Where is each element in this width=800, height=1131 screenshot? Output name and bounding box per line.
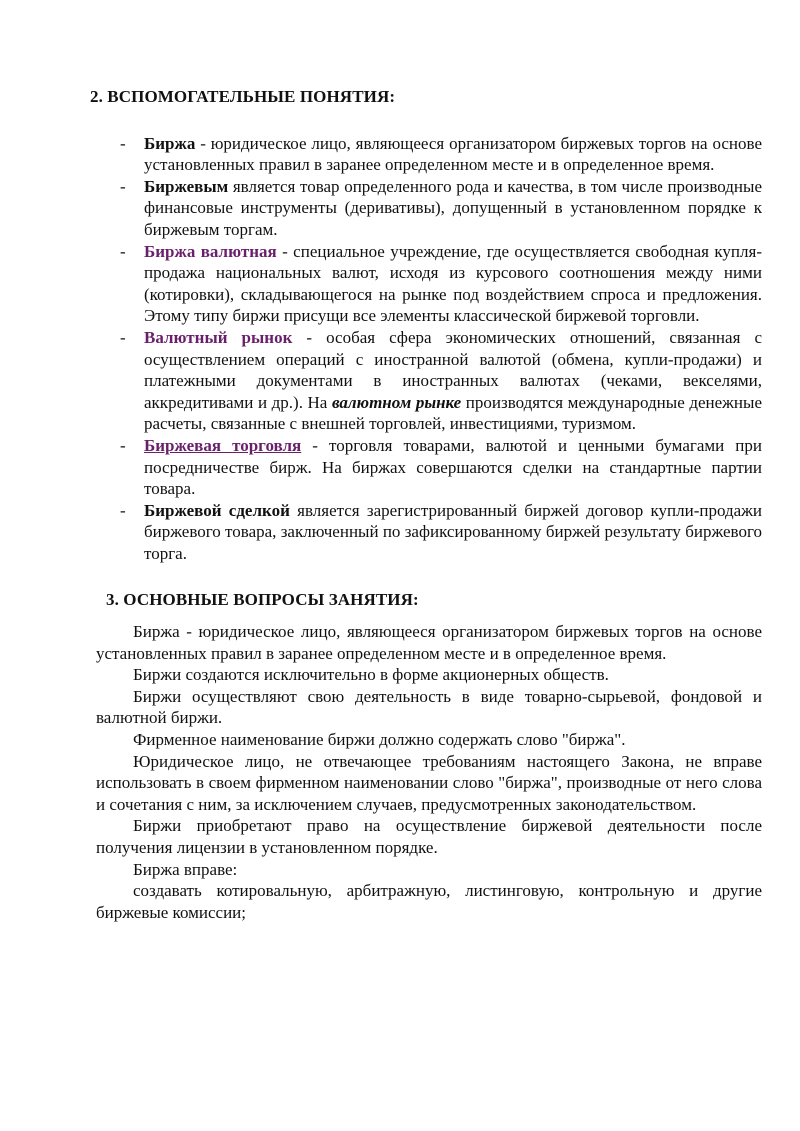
list-item	[96, 133, 762, 176]
term-birzhevoy-sdelkoy: Биржевой сделкой	[144, 500, 290, 520]
list-dash: -	[120, 327, 126, 347]
document-content	[90, 86, 762, 923]
section-3-title: 3. ОСНОВНЫЕ ВОПРОСЫ ЗАНЯТИЯ:	[106, 590, 419, 610]
term-birzha: Биржа	[144, 133, 196, 153]
list-dash: -	[120, 176, 126, 196]
emphasis-text: валютном рынке	[331, 392, 462, 412]
paragraph: Фирменное наименование биржи должно содержать слово "биржа".	[133, 730, 626, 750]
definition-text: - специальное учреждение, где осуществляется свободная купля-продажа национальных валют, исходя из курсового соотношения между ними (котировки), складывающегося на рынке под воздействием спроса и предложения. Этому типу биржи присущи все элементы классической биржевой торговли.	[144, 241, 762, 326]
list-item	[96, 435, 762, 500]
term-valyutny-rynok: Валютный рынок	[144, 327, 293, 347]
paragraph: Биржа вправе:	[133, 859, 238, 879]
paragraph: Биржи приобретают право на осуществление биржевой деятельности после получения лицензии в установленном порядке.	[96, 816, 762, 857]
list-item	[96, 241, 762, 327]
definition-text: является товар определенного рода и качества, в том числе производные финансовые инструменты (деривативы), допущенный в установленном порядке к биржевым торгам.	[144, 176, 762, 239]
term-birzhevaya-torgovlya: Биржевая торговля	[144, 435, 302, 455]
paragraph: Юридическое лицо, не отвечающее требованиям настоящего Закона, не вправе использовать в своем фирменном наименовании слово "биржа", производные от него слова и сочетания с ним, за исключением случаев, предусмотренных законодательством.	[96, 751, 762, 814]
list-dash: -	[120, 133, 126, 153]
definition-text: - особая сфера экономических отношений, связанная с осуществлением операций с иностранной валютой (обмена, купли-продажи) и платежными документами в иностранных валютах (чеками, векселями, аккредитивами и др.). На	[144, 327, 762, 412]
definition-text: - юридическое лицо, являющееся организатором биржевых торгов на основе установленных правил в заранее определенном месте и в определенное время.	[144, 133, 762, 175]
list-dash: -	[120, 435, 126, 455]
list-item	[96, 327, 762, 435]
paragraph: Биржи осуществляют свою деятельность в виде товарно-сырьевой, фондовой и валютной биржи.	[96, 686, 762, 728]
paragraph: Биржи создаются исключительно в форме акционерных обществ.	[133, 665, 609, 685]
list-dash: -	[120, 500, 126, 520]
definition-text: является зарегистрированный биржей договор купли-продажи биржевого товара, заключенный по зафиксированному биржей результату биржевого торга.	[144, 500, 762, 563]
section-2-title: 2. ВСПОМОГАТЕЛЬНЫЕ ПОНЯТИЯ:	[90, 87, 396, 106]
definitions-list	[96, 133, 762, 565]
list-dash: -	[120, 241, 126, 261]
definition-text: - торговля товарами, валютой и ценными бумагами при посредничестве бирж. На биржах совершаются сделки на стандартные партии товара.	[144, 435, 762, 499]
paragraph: создавать котировальную, арбитражную, листинговую, контрольную и другие биржевые комиссии;	[96, 881, 762, 922]
term-birzha-valyutnaya: Биржа валютная	[144, 241, 277, 261]
paragraph: Биржа - юридическое лицо, являющееся организатором биржевых торгов на основе установленных правил в заранее определенном месте и в определенное время.	[96, 622, 762, 663]
list-item	[96, 500, 762, 565]
term-birzhevym: Биржевым	[144, 176, 229, 196]
definition-text: производятся международные денежные расчеты, связанные с внешней торговлей, инвестициями, туризмом.	[144, 392, 762, 434]
list-item	[96, 176, 762, 241]
